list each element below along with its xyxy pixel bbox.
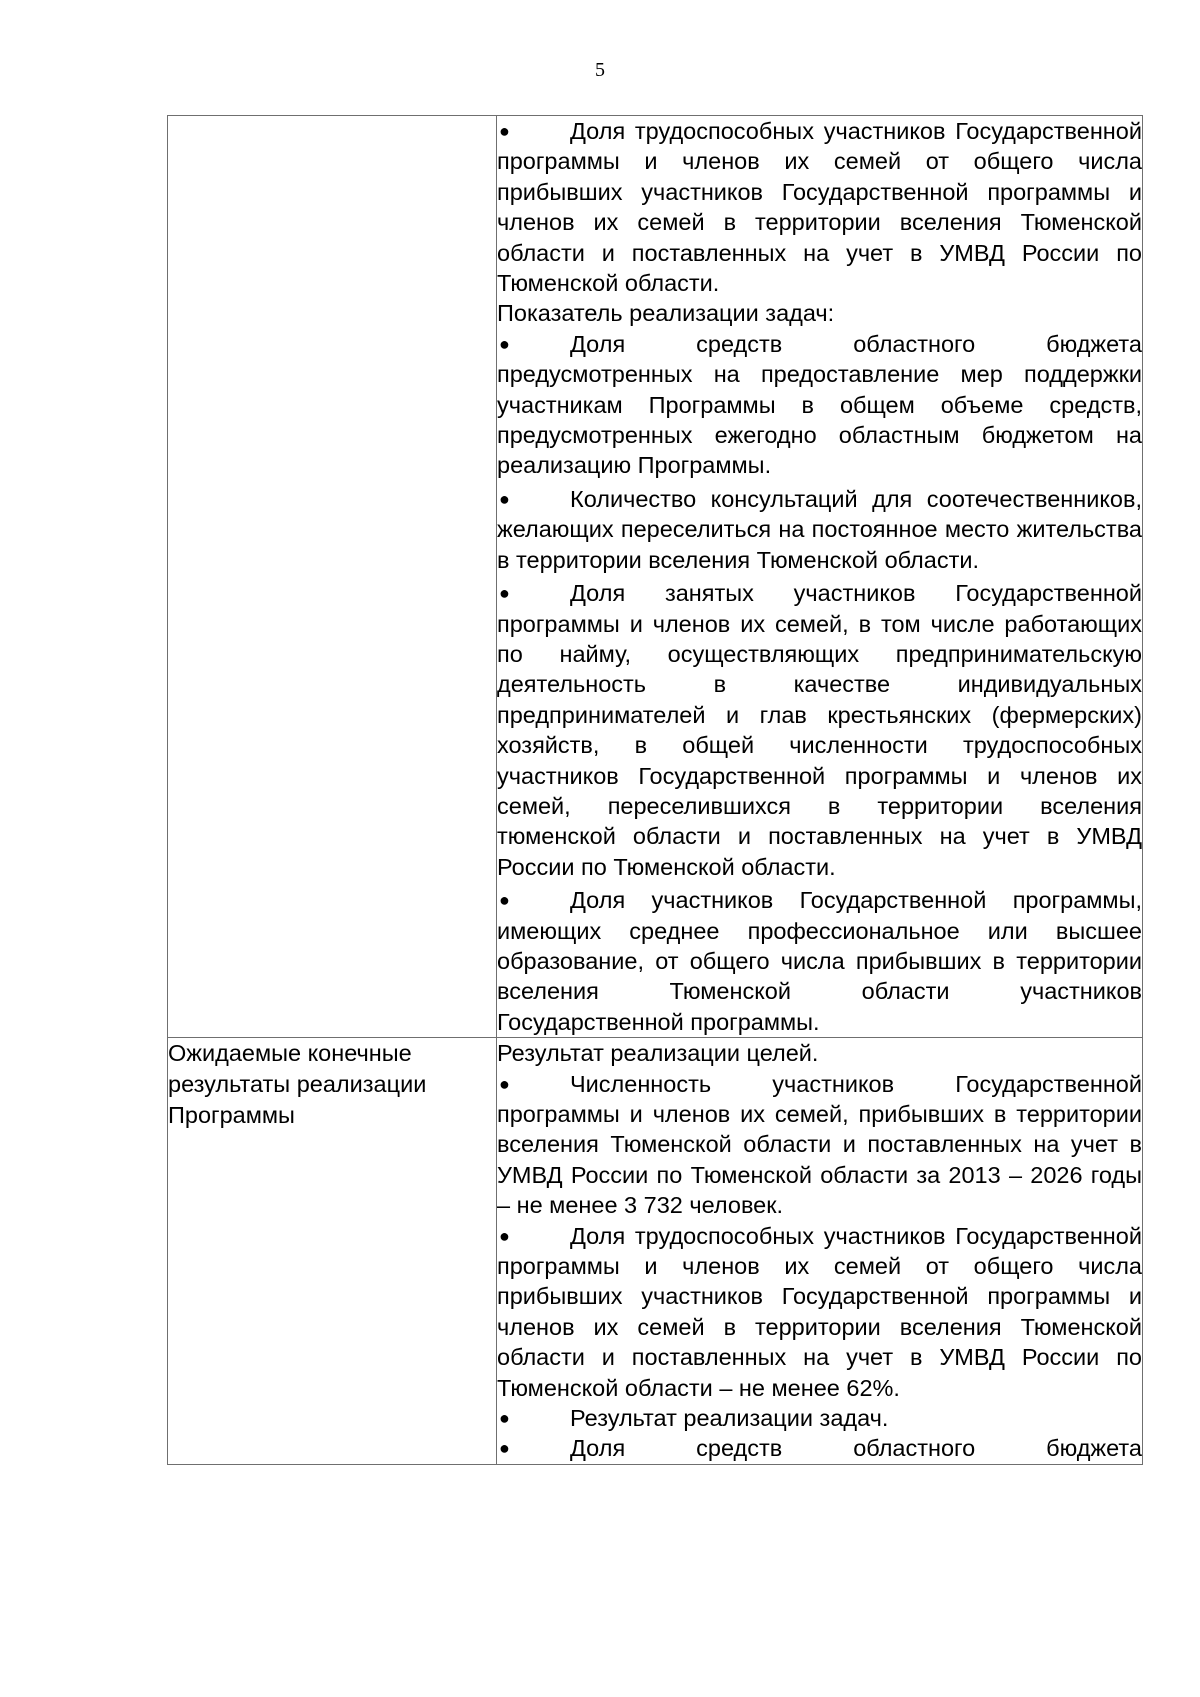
row-content <box>497 1038 1142 1464</box>
bullet-item: ● Численность участников Государственной программы и членов их семей, прибывших в территории вселения Тюменской области и поставленных на учет в УМВД России по Тюменской области за 2013 – 2026 годы – не менее 3 732 человек. <box>497 1070 1142 1219</box>
bullet-item: ● Доля трудоспособных участников Государственной программы и членов их семей от общего числа прибывших участников Государственной программы и членов их семей в территории вселения Тюменской области и поставленных на учет в УМВД России по Тюменской области – не менее 62%. <box>497 1222 1142 1401</box>
row-label: Ожидаемые конечные результаты реализации Программы <box>168 1040 427 1129</box>
row-label-cell <box>168 1038 497 1465</box>
bullet-item: ● Доля средств областного бюджета <box>497 1433 1142 1463</box>
paragraph: Результат реализации целей. <box>497 1040 819 1067</box>
page-number: 5 <box>595 59 605 81</box>
bullet-item: ● Доля средств областного бюджета предусмотренных на предоставление мер поддержки участникам Программы в общем объеме средств, предусмотренных ежегодно областным бюджетом на реализацию Программы. <box>497 330 1142 479</box>
table-row <box>168 116 1143 1038</box>
bullet-icon: ● <box>499 890 510 911</box>
paragraph: Показатель реализации задач: <box>497 300 835 327</box>
row-content-cell <box>497 1038 1143 1465</box>
bullet-icon: ● <box>499 1073 510 1094</box>
bullet-icon: ● <box>499 1438 510 1459</box>
bullet-icon: ● <box>499 488 510 509</box>
bullet-item: ● Доля трудоспособных участников Государственной программы и членов их семей от общего числа прибывших участников Государственной программы и членов их семей в территории вселения Тюменской области и поставленных на учет в УМВД России по Тюменской области. <box>497 118 1142 297</box>
bullet-item: ● Доля участников Государственной программы, имеющих среднее профессиональное или высшее образование, от общего числа прибывших в территории вселения Тюменской области участников Государственной программы. <box>497 887 1142 1035</box>
bullet-item: ● Доля занятых участников Государственной программы и членов их семей, в том числе работающих по найму, осуществляющих предпринимательскую деятельность в качестве индивидуальных предпринимателей и глав крестьянских (фермерских) хозяйств, в общей численности трудоспособных участников Государственной программы и членов их семей, переселившихся в территории вселения тюменской области и поставленных на учет в УМВД России по Тюменской области. <box>497 580 1142 880</box>
row-label-cell <box>168 116 497 1038</box>
bullet-item: ● Результат реализации задач. <box>497 1403 1142 1433</box>
bullet-icon: ● <box>499 583 510 604</box>
program-passport-table <box>167 115 1143 1465</box>
bullet-icon: ● <box>499 333 510 354</box>
row-content <box>497 116 1142 1037</box>
table-row <box>168 1038 1143 1465</box>
row-content-cell <box>497 116 1143 1038</box>
bullet-icon: ● <box>499 1408 510 1429</box>
bullet-icon: ● <box>499 1225 510 1246</box>
bullet-icon: ● <box>499 121 510 141</box>
bullet-item: ● Количество консультаций для соотечественников, желающих переселиться на постоянное место жительства в территории вселения Тюменской области. <box>497 485 1142 573</box>
